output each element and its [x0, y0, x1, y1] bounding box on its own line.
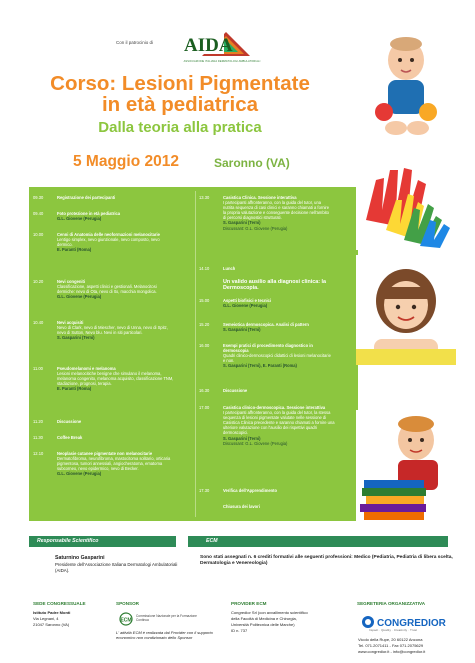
- program-title: Discussione: [57, 419, 82, 424]
- sponsor-logo-text: Commissione Nazionale per la Formazione Continua: [136, 614, 197, 622]
- program-time: 15.20: [199, 322, 210, 327]
- program-title: Nevi acquisiti: [57, 320, 84, 325]
- aida-caption: ASSOCIAZIONE ITALIANA DERMATOLOGI AMBULATORIALI: [183, 60, 261, 63]
- segreteria-line: Vicolo della Rupe, 20 60122 Ancona: [358, 637, 423, 642]
- program-time: 11.00: [33, 366, 43, 371]
- program-desc: Lentigo simplex, nevo giunzionale, nevo composto, nevo dermico.: [57, 237, 160, 248]
- program-time: 17.00: [199, 405, 210, 410]
- program-time: 13.30: [199, 195, 210, 200]
- girl-photo: [356, 255, 456, 365]
- program-title: Discussione: [223, 388, 248, 393]
- sponsor-note: L' attività ECM è realizzata dal Provider con il supporto economico non condizionato dello Sponsor: [116, 630, 213, 641]
- sede-heading: SEDE CONGRESSUALE: [33, 601, 86, 606]
- svg-text:ECM: ECM: [120, 617, 132, 624]
- congredior-logo-text: CONGREDIOR: [377, 618, 446, 629]
- program-speaker: E. Paranti (Roma): [57, 386, 92, 392]
- title-line-2: in età pediatrica: [101, 93, 259, 116]
- responsabile-role: Presidente dell'Associazione Italiana Dermatologi Ambulatoriali (AIDA).: [55, 562, 178, 573]
- program-speaker: S. Gasparini (Terni), E. Paranti (Roma): [223, 363, 297, 369]
- program-desc: I partecipanti affronteranno, con la guida del tutor, la stessa sequenza di lesioni pigmentate valutate nelle sessione di Casistica Clinica precedente e saranno chiamati a fornire una ulteriore valutazione con l'ausilio dei rispettivi quadri dermoscopici.: [223, 410, 335, 436]
- aida-logo: [178, 30, 266, 60]
- painted-hands-photo: [356, 150, 456, 250]
- sede-line: Istituto Padre Monti: [33, 610, 71, 615]
- program-speaker: G.L. Giovene (Perugia): [57, 471, 102, 477]
- program-time: 15.00: [199, 298, 210, 303]
- baby-photo: [356, 30, 456, 140]
- program-speaker: E. Paranti (Roma): [57, 247, 92, 253]
- program-time: 09.30: [33, 195, 44, 200]
- sede-line: 21047 Saronno (VA): [33, 622, 70, 627]
- provider-heading: PROVIDER ECM: [231, 601, 267, 606]
- program-title: Nevi congeniti: [57, 279, 85, 284]
- program-speaker: G.L. Giovene (Perugia): [223, 303, 268, 309]
- program-time: 17.30: [199, 488, 210, 493]
- program-title: Aspetti biofisici e tecnici: [223, 298, 271, 303]
- provider-line: della Facoltà di Medicina e Chirurgia,: [231, 616, 297, 621]
- segreteria-heading: SEGRETERIA ORGANIZZATIVA: [357, 601, 426, 606]
- program-time: 11.30: [33, 435, 43, 440]
- provider-line: Università Politecnica delle Marche): [231, 622, 295, 627]
- program-title: Foto protezione in età pediatrica: [57, 211, 121, 216]
- program-desc: Lesioni melanocitiche benigne che simulano il melanoma, melanoma congenito, melanoma acquisito, classificazione TNM, stadiazione, prognosi, terapia.: [57, 371, 174, 387]
- boy-with-books-photo: [356, 410, 456, 525]
- program-speaker: S. Gasparini (Terni): [223, 220, 261, 226]
- program-title: Casistica clinico-dermoscopica. Sessione interattiva: [223, 405, 326, 410]
- program-time: 10.40: [33, 320, 44, 325]
- program-title: Pseudomelanomi e melanoma: [57, 366, 116, 371]
- title-line-1: Corso: Lesioni Pigmentate: [50, 72, 310, 95]
- responsabile-heading: Responsabile Scientifico: [37, 538, 99, 544]
- program-time: 09.40: [33, 211, 44, 216]
- sponsor-heading: SPONSOR: [116, 601, 139, 606]
- program-title: Casistica Clinica. Sessione interattiva: [223, 195, 297, 200]
- sede-line: Via Legnani, 4: [33, 616, 59, 621]
- program-time: 11.20: [33, 419, 43, 424]
- program-title: Coffee Break: [57, 435, 83, 440]
- program-speaker: S. Gasparini (Terni): [223, 435, 261, 441]
- segreteria-line: Tel. 071.2071411 - Fax 071.2075629: [358, 643, 424, 648]
- program-speaker: S. Gasparini (Terni): [57, 335, 95, 341]
- program-desc: Nevo di Clark, nevo di Miescher, nevo di Unna, nevo di Spitz, nevo di Sutton, Nevo blu. Nevi in siti particolari.: [57, 325, 168, 336]
- segreteria-line: www.congredior.it - info@congredior.it: [358, 649, 426, 654]
- program-discussant: Discussant: G.L. Giovene (Perugia): [223, 440, 288, 446]
- dermoscopy-heading: Un valido ausilio alla diagnosi clinica: la Dermoscopia.: [223, 279, 327, 292]
- patronage-label: Con il patrocinio di: [116, 40, 154, 45]
- program-title: Semeiotica dermoscopica. Analisi di pattern: [223, 322, 309, 327]
- provider-line: ID n. 737: [231, 628, 248, 633]
- event-place: Saronno (VA): [214, 156, 290, 170]
- program-time: 10.20: [33, 279, 44, 284]
- program-time: 10.00: [33, 232, 44, 237]
- ecm-text: Sono stati assegnati n. 6 crediti formativi alle seguenti professioni: Medico (Pediatria, Pediatria di libera scelta, Dermatologia e Venereologia): [200, 555, 453, 566]
- program-speaker: G.L. Giovene (Perugia): [57, 294, 102, 300]
- program-speaker: G.L. Giovene (Perugia): [57, 216, 102, 222]
- program-title: Chiusura dei lavori: [223, 504, 260, 509]
- ecm-heading: ECM: [206, 538, 218, 544]
- provider-line: Congredior Srl (con avvallimento scientifico: [231, 610, 308, 615]
- program-time: 16.00: [199, 343, 210, 348]
- program-title: Verifica dell'Apprendimento: [223, 488, 277, 493]
- congredior-tagline: Impact · Quality · Creativity · Trust: [369, 629, 418, 632]
- program-discussant: Discussant: G.L. Giovene (Perugia): [223, 225, 288, 231]
- course-title: [30, 73, 330, 115]
- program-time: 12.10: [33, 451, 44, 456]
- program-desc: I partecipanti affronteranno, con la guida del tutor, una nutrita sequenza di casi clinici e saranno chiamati a fornire la propria valutazione e conseguente decisione nell'ambito di percorsi diagnostici strutturati.: [223, 200, 330, 221]
- aida-logo-text: AIDA: [184, 35, 233, 56]
- program-divider: [195, 191, 196, 517]
- program-desc: Classificazione, aspetti clinici e gestionali. Melanocitosi dermiche: nevo di Ota, nevo di Ito, macchia mongolica.: [57, 284, 157, 295]
- program-title: Neoplasie cutanee pigmentate non melanocitarie: [57, 451, 153, 456]
- event-date: 5 Maggio 2012: [73, 153, 179, 170]
- program-speaker: S. Gasparini (Terni): [223, 327, 261, 333]
- program-time: 14.10: [199, 266, 210, 271]
- program-title: Esempi pratici di procedimento diagnostico in dermoscopia: [223, 343, 313, 354]
- program-title: Registrazione dei partecipanti: [57, 195, 116, 200]
- program-title: Cenni di Anatomia delle neoformazioni melanocitarie: [57, 232, 160, 237]
- ecm-commission-logo: [117, 612, 135, 626]
- program-time: 16.30: [199, 388, 210, 393]
- program-title: Lunch: [223, 266, 236, 271]
- program-desc: Dermatofibroma, neurofibroma, mastocitoma solitario, orticaria pigmentosa, tumori annessiali, angiocheratoma, ematoma subcorneo, nevo epidermico, nevo di Becker.: [57, 456, 171, 472]
- ecm-bar: [188, 536, 448, 547]
- course-subtitle: Dalla teoria alla pratica: [98, 119, 262, 136]
- responsabile-name: Saturnino Gasparini: [55, 555, 105, 561]
- program-desc: Quadri clinico-dermoscopici didattici di lesioni melanocitarie e non.: [223, 353, 331, 364]
